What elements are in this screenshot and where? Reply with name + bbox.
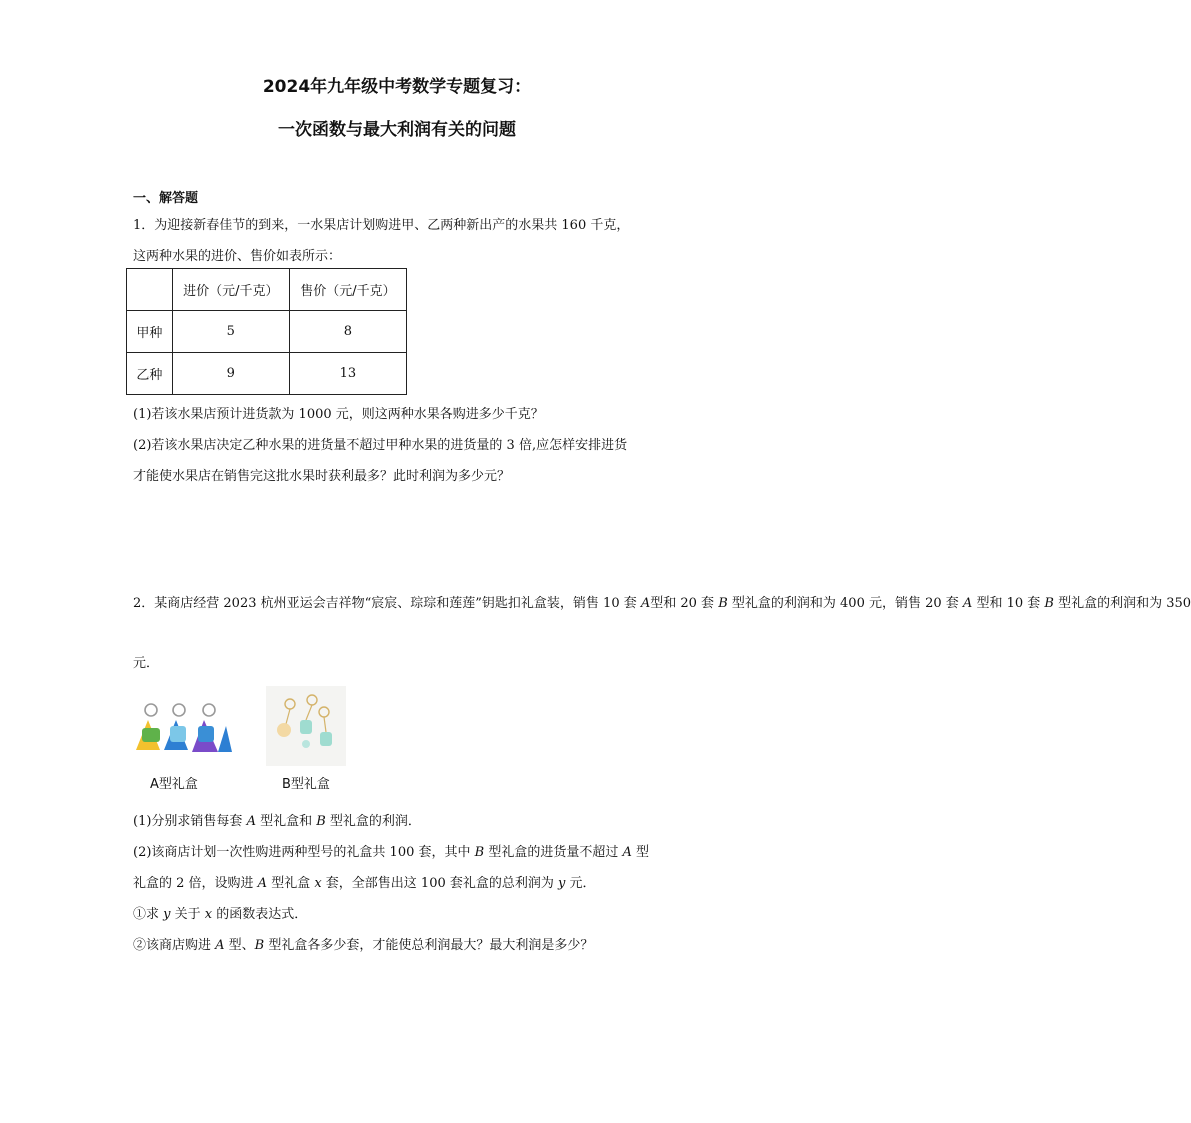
- doc-title-line1: 2024年九年级中考数学专题复习：: [262, 77, 532, 97]
- table-header-cell: 售价（元/千克）: [289, 269, 406, 311]
- q2-part1: (1)分别求销售每套 A 型礼盒和 B 型礼盒的利润．: [133, 814, 421, 829]
- table-cell-name: 乙种: [127, 353, 173, 395]
- keychain-b-image: [266, 686, 346, 766]
- q1-part1: (1)若该水果店预计进货款为 1000 元，则这两种水果各购进多少千克？: [133, 407, 544, 422]
- table-cell-price: 13: [289, 353, 406, 395]
- q2-part2-line2: 礼盒的 2 倍，设购进 A 型礼盒 x 套，全部售出这 100 套礼盒的总利润为 y 元．: [133, 876, 596, 891]
- table-cell-price: 8: [289, 311, 406, 353]
- table-cell-name: 甲种: [127, 311, 173, 353]
- q2-part2-line1: (2)该商店计划一次性购进两种型号的礼盒共 100 套，其中 B 型礼盒的进货量不超过 A 型: [133, 845, 649, 860]
- table-header-row: [127, 269, 407, 311]
- price-table: [126, 268, 407, 395]
- q2-text-line2: 元．: [133, 656, 160, 671]
- doc-title-line2: 一次函数与最大利润有关的问题: [278, 120, 516, 140]
- section-heading: 一、解答题: [133, 191, 199, 206]
- caption-b: B型礼盒: [282, 777, 330, 792]
- q2-sub1: ①求 y 关于 x 的函数表达式．: [133, 907, 308, 922]
- q2-text-line1: 2．某商店经营 2023 杭州亚运会吉祥物“宸宸、琮琮和莲莲”钥匙扣礼盒装，销售 10 套 A型和 20 套 B 型礼盒的利润和为 400 元，销售 20 套 A 型和 10 套 B 型礼盒的利润和为 350: [133, 596, 1191, 611]
- keychain-a-image: [134, 702, 234, 754]
- table-cell-cost: 9: [172, 353, 289, 395]
- table-header-cell: 进价（元/千克）: [172, 269, 289, 311]
- q1-text-line1: 1．为迎接新春佳节的到来，一水果店计划购进甲、乙两种新出产的水果共 160 千克，: [133, 218, 630, 233]
- table-row: [127, 353, 407, 395]
- table-header-cell: [127, 269, 173, 311]
- q2-sub2: ②该商店购进 A 型、B 型礼盒各多少套，才能使总利润最大？最大利润是多少？: [133, 938, 594, 953]
- table-row: [127, 311, 407, 353]
- q1-text-line2: 这两种水果的进价、售价如表所示：: [133, 249, 342, 264]
- q1-part2-line1: (2)若该水果店决定乙种水果的进货量不超过甲种水果的进货量的 3 倍,应怎样安排进货: [133, 438, 628, 453]
- caption-a: A型礼盒: [150, 777, 198, 792]
- q1-part2-line2: 才能使水果店在销售完这批水果时获利最多？此时利润为多少元？: [133, 469, 511, 484]
- table-cell-cost: 5: [172, 311, 289, 353]
